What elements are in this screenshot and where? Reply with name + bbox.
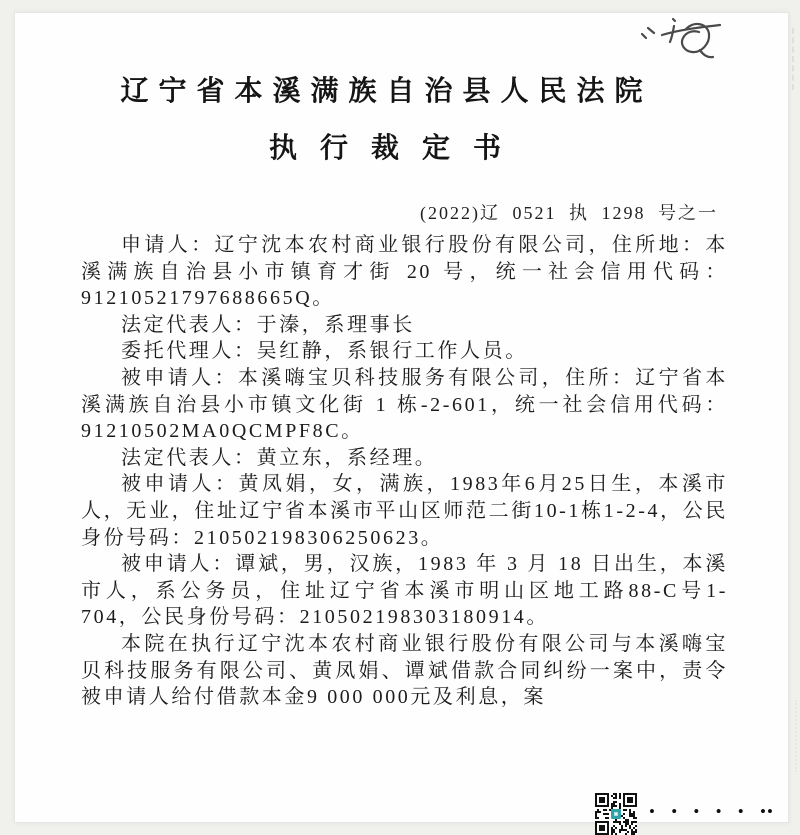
document-page (14, 12, 789, 823)
case-number: (2022)辽 0521 执 1298 号之一 (420, 203, 718, 223)
document-body (81, 232, 728, 711)
paragraph-case-summary: 本院在执行辽宁沈本农村商业银行股份有限公司与本溪嗨宝贝科技服务有限公司、黄凤娟、谭斌借款合同纠纷一案中，责令被申请人给付借款本金9 000 000元及利息，案 (81, 632, 728, 709)
paragraph-respondent-3: 被申请人：谭斌，男，汉族，1983 年 3 月 18 日出生，本溪市人，系公务员，住址辽宁省本溪市明山区地工路88-C号1-704，公民身份号码：210502198303180914。 (81, 553, 728, 629)
paragraph-applicant: 申请人：辽宁沈本农村商业银行股份有限公司，住所地：本溪满族自治县小市镇育才街 20 号，统一社会信用代码：91210521797688665Q。 (81, 234, 728, 310)
paragraph-respondent-1: 被申请人：本溪嗨宝贝科技服务有限公司，住所：辽宁省本溪满族自治县小市镇文化街 1 栋-2-601，统一社会信用代码：91210502MA0QCMPF8C。 (81, 366, 728, 443)
scan-artifact (795, 700, 797, 772)
footer-dots: • • • • • •• (649, 802, 774, 821)
page-footer (595, 793, 774, 835)
scan-artifact (792, 28, 794, 90)
qr-code-icon (595, 793, 637, 835)
paragraph-legal-rep-2: 法定代表人：黄立东，系经理。 (121, 446, 438, 469)
paragraph-agent: 委托代理人：吴红静，系银行工作人员。 (121, 340, 528, 363)
paragraph-legal-rep-1: 法定代表人：于溱，系理事长 (121, 313, 415, 336)
court-name: 辽宁省本溪满族自治县人民法院 (120, 76, 653, 107)
paragraph-respondent-2: 被申请人：黄凤娟，女，满族，1983年6月25日生，本溪市人，无业，住址辽宁省本溪市平山区师范二街10-1栋1-2-4，公民身份号码：210502198306250623。 (81, 473, 728, 549)
handwritten-annotation-icon (628, 6, 746, 70)
document-title: 执行裁定书 (268, 133, 524, 164)
